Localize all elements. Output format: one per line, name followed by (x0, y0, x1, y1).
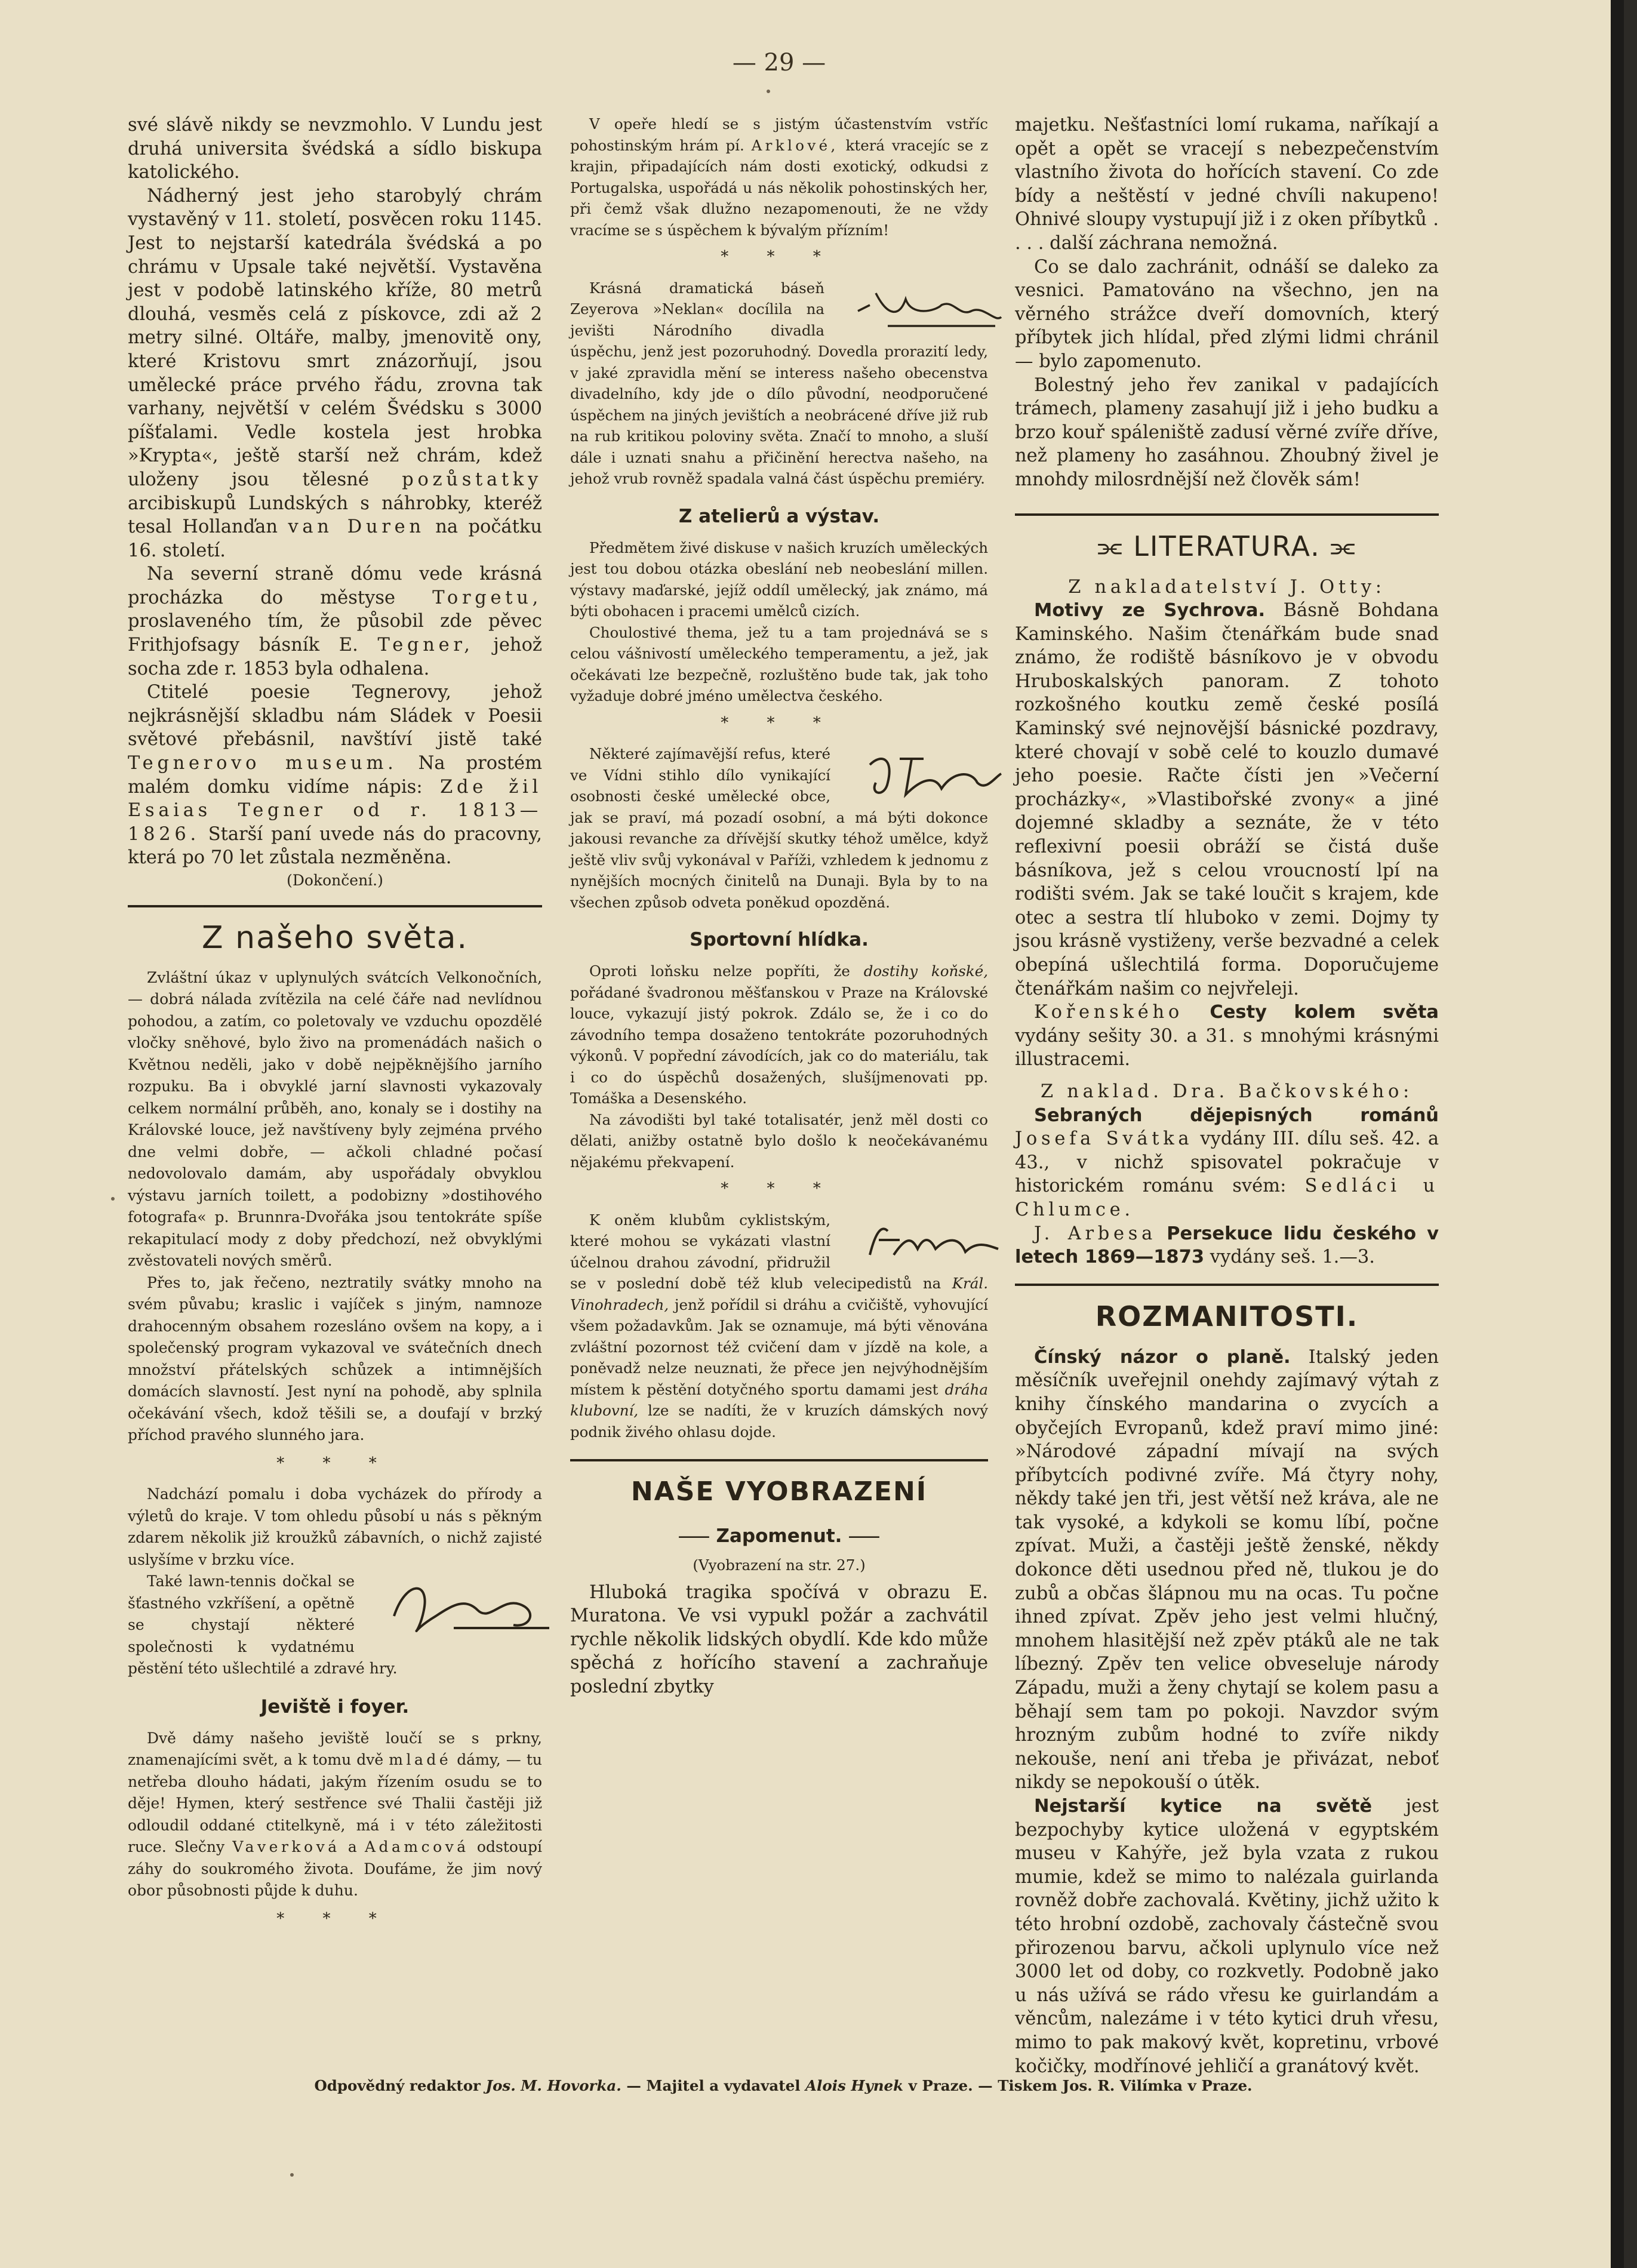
paragraph: K oněm klubům cyklistským, které mohou se vykázati vlastní účelnou drahou závodní, přidružil se v poslední době též klub velecipedistů na Král. Vinohradech, jenž pořídil si dráhu a cvičiště, vyhovující všem požadavkům. Jak se oznamuje, má býti věnována zvláštní pozornost též cvičení dam v jízdě na kole, a poněvadž nelze neuznati, že přece jen nejvýhodnějším místem k pěstění dotyčného sportu damami jest dráha klubovní, lze se nadíti, že v kruzích dámských nový podnik živého ohlasu dojde. (570, 1210, 988, 1443)
paragraph: Oproti loňsku nelze popříti, že dostihy koňské, pořádané švadronou měšťanskou v Praze na Královské louce, vykazují jistý pokrok. Zdálo se, že i co do závodního tempa dosaženo tentokráte pozoruhodných výkonů. V popřední závodících, jak co do materiálu, tak i co do úspěchů dosažených, slušíjmenovati pp. Tomáška a Desenského. (570, 962, 988, 1107)
section-world (128, 967, 542, 1680)
flourish-right-icon: ⫘ (1320, 530, 1356, 562)
section-divider (570, 1459, 988, 1461)
signature-image (363, 1574, 542, 1640)
flourish-right-icon: ⸺ (842, 1525, 880, 1547)
paragraph: Na severní straně dómu vede krásná procházka do městyse Torgetu, proslaveného tím, že působil zde pěvec Frithjofsagy básník E. Tegner, jehož socha zde r. 1853 byla odhalena. (128, 564, 543, 679)
paragraph: Dvě dámy našeho jeviště loučí se s prkny, znamenajícími svět, a k tomu dvě mladé dámy, — tu netřeba dlouho hádati, jakým řízením osudu se to děje! Hymen, který sestřence své Thalii častěji již odloudil oddané ctitelkyně, má i v této záležitosti ruce. Slečny Vaverková a Adamcová odstoupí záhy do soukromého života. Doufáme, že jim nový obor působnosti půjde k duhu. (128, 1729, 542, 1899)
paragraph: Nádherný jest jeho starobylý chrám vystavěný v 11. století, posvěcen roku 1145. Jest to nejstarší katedrála švédská a po chrámu v Upsale také největší. Vystavěna jest v podobě latinského kříže, 80 metrů dlouhá, vesměs celá z pískovce, zdi až 2 metry silné. Oltáře, malby, jmenovitě ony, které Kristovu smrt znázorňují, jsou umělecké práce prvého řádu, zrovna tak varhany, největší v celém Švédsku s 3000 píšťalami. Vedle kostela jest hrobka »Krypta«, ještě starší než chrám, kdež uloženy jsou tělesné pozůstatky arcibiskupů Lundských s náhrobky, kteréž tesal Hollanďan van Duren na počátku 16. století. (128, 185, 543, 561)
section-heading-world: Z našeho světa. (202, 919, 468, 956)
paragraph: Sebraných dějepisných románů Josefa Svátka vydány III. dílu seš. 42. a 43., v nichž spisovatel pokračuje v historickém románu svém: Sedláci u Chlumce. (1015, 1104, 1439, 1220)
paragraph: Kořenského Cesty kolem světa vydány sešity 30. a 31. s mnohými krásnými illustracemi. (1015, 1002, 1439, 1070)
paragraph: Přes to, jak řečeno, neztratily svátky mnoho na svém půvabu; kraslic i vajíček s jiným, namnoze drahocenným obsahem rozesláno ovšem na kopy, a i společenský program vykazoval ve svátečních dnech množství přátelských schůzek a intimnějších domácích slavností. Jest nyní na pohodě, aby splnila očekávání všech, kdož těšili se, a doufají v brzký příchod pravého slunného jara. (128, 1273, 542, 1444)
paragraph: Motivy ze Sychrova. Básně Bohdana Kaminského. Našim čtenářkám bude snad známo, že rodiště básníkovo je v obvodu Hruboskalských panoram. Z tohoto rozkošného koutku země české posílá Kaminský své nejnovější básnické pozdravy, které chovají v sobě celé to kouzlo dumavé jeho poesie. Račte čísti jen »Večerní procházky«, »Vlastibořské zvony« a jiné dojemné skladby a seznáte, že v této reflexivní poesii obráží se čistá duše básníkova, jež s celou vroucností lpí na rodišti svém. Jak se také loučit s krajem, kde otec a sestra tlí hluboko v zemi. Dojmy ty jsou krásně vystiženy, verše bezvadné a celek obepíná ušlechtilá forma. Doporučujeme čtenářkám našim co nejvřeleji. (1015, 600, 1439, 999)
publisher-line: Z naklad. Dra. Bačkovského: (1040, 1081, 1414, 1102)
section-heading-pictures: NAŠE VYOBRAZENÍ (630, 1476, 928, 1507)
paragraph: Předmětem živé diskuse v našich kruzích uměleckých jest tou dobou otázka obeslání neb neobeslání millen. výstavy maďarské, jejíž oddíl umělecký, jak známo, má býti obohacen i pracemi umělců cizích. (570, 538, 988, 620)
section-divider (1015, 1284, 1439, 1286)
page-number: — 29 — (732, 49, 826, 76)
separator-stars: * * * (721, 713, 838, 732)
continued-note: (Dokončení.) (287, 872, 383, 889)
paragraph: Čínský názor o planě. Italský jeden měsíčník uveřejnil onehdy zajímavý výtah z knihy čínského mandarina o zvycích a obyčejích Evropanů, kdež praví mimo jiné: »Národové západní mívají na svých příbytcích podivné zvíře. Má čtyry nohy, někdy také jen tři, jest větší než kráva, ale ne tak vysoké, a kdykoli se komu líbí, počne zpívat. Muži, a častěji ještě ženské, někdy dokonce děti usednou před ně, tlukou je do zubů a občas šlápnou mu na ocas. Tu počne ihned zpívat. Zpěv jeho jest velmi hlučný, mnohem hlasitější než zpěv ptáků ale ne tak líbezný. Zpěv ten velice obveseluje národy Západu, muži a ženy chytají se kolem pasu a běhají sem tam po pokoji. Navzdor svým hrozným zubům hodné to zvíře nikdy nekouše, není ani třeba je přivázat, neboť nikdy se nepokouší o útěk. (1015, 1346, 1439, 1793)
separator-stars: * * * (721, 248, 838, 266)
separator-stars: * * * (276, 1454, 393, 1472)
ink-speck (767, 90, 770, 93)
section-divider (1015, 513, 1439, 516)
section-stage (128, 1728, 542, 1930)
ink-speck (290, 2173, 294, 2177)
paragraph: Také lawn-tennis dočkal se šťastného vzkříšení, a opětně se chystají některé společnosti k vydatnému pěstění této ušlechtilé a zdravé hry. (128, 1571, 542, 1680)
paragraph: Některé zajímavější refus, které ve Vídni stihlo dílo vynikající osobnosti české umělecké obce, jak se praví, má pozadí osobní, a má býti dokonce jakousi revanche za dřívější skutky téhož umělce, když ještě vliv svůj vykonával v Paříži, vzhledem k jednomu z nynějších mocných činitelů na Dunaji. Byla by to na všechen způsob odveta poněkud opozděná. (570, 743, 988, 913)
column-right (1015, 113, 1439, 2078)
separator-stars: * * * (276, 1909, 393, 1928)
section-divider (128, 905, 542, 907)
paragraph: Hluboká tragika spočívá v obrazu E. Muratona. Ve vsi vypukl požár a zachvátil rychle několik lidských obydlí. Kde kdo může spěchá z hořícího stavení a zachraňuje poslední zbytky (570, 1581, 988, 1697)
paragraph: V opeře hledí se s jistým účastenstvím vstříc pohostinským hrám pí. Arklové, která vracejíc se z krajin, připadajících nám dosti exotický, odkudsi z Portugalska, uspořádá u nás několik pohostinských her, při čemž však dlužno nezapomenouti, že ne vždy vracíme se s úspěchem k bývalým přízním! (570, 115, 988, 239)
flourish-left-icon: ⸺ (678, 1525, 716, 1547)
picture-reference: (Vyobrazení na str. 27.) (693, 1556, 866, 1574)
page-edge-shadow (1611, 0, 1624, 2268)
paragraph: Choulostivé thema, jež tu a tam projednává se s celou vášnivostí uměleckého temperamentu, a jež, jak očekávati lze bezpečně, rozluštěno bude tak, jak toho vyžaduje dobré jméno umělectva českého. (570, 623, 988, 704)
paragraph: své slávě nikdy se nevzmohlo. V Lundu jest druhá universita švédská a sídlo biskupa katolického. (128, 115, 542, 183)
ink-speck (111, 1197, 115, 1201)
section-subheading-forgotten: ⸺ Zapomenut. ⸺ (678, 1525, 880, 1547)
flourish-left-icon: ⫘ (1097, 530, 1134, 562)
section-heading-stage: Jeviště i foyer. (260, 1695, 410, 1718)
paragraph: majetku. Nešťastníci lomí rukama, naříkají a opět a opět se vracejí s nebezpečenstvím vlastního života do hořících stavení. Co zde bídy a neštěstí v jedné chvíli nakupeno! Ohnivé sloupy vystupují již i z oken příbytků . . . . další záchrana nemožná. (1015, 115, 1439, 254)
separator-stars: * * * (721, 1180, 838, 1198)
paragraph: J. Arbesa Persekuce lidu českého v letech 1869—1873 vydány seš. 1.—3. (1015, 1223, 1439, 1268)
section-heading-miscellany: ROZMANITOSTI. (1095, 1300, 1359, 1333)
signature-image (839, 747, 988, 807)
publisher-line: Z nakladatelství J. Otty: (1068, 576, 1386, 598)
paragraph: Nadchází pomalu i doba vycházek do přírody a výletů do kraje. V tom ohledu působí u nás s pěkným zdarem několik již kroužků zábavních, o nichž zajisté uslyšíme v brzku více. (128, 1485, 542, 1568)
signature-image (839, 1213, 988, 1273)
paragraph: Bolestný jeho řev zanikal v padajících trámech, plameny zasahují již i jeho budku a brzo kouř spáleniště zadusí věrné zvíře dříve, než plameny ho zasáhnou. Zhoubný živel je mnohdy milosrdnější než člověk sám! (1015, 374, 1439, 490)
paragraph: Ctitelé poesie Tegnerovy, jehož nejkrásnější skladbu nám Sládek v Poesii světové přebásnil, navštíví jistě také Tegnerovo museum. Na prostém malém domku vidíme nápis: Zde žil Esaias Tegner od r. 1813—1826. Starší paní uvede nás do pracovny, která po 70 let zůstala nezměněna. (128, 682, 543, 869)
paragraph: Zvláštní úkaz v uplynulých svátcích Velkonočních, — dobrá nálada zvítězila na celé čáře nad nevlídnou pohodou, a zatím, co poletovaly ve vzduchu opozdělé vločky sněhové, bylo živo na promenádách našich o Květnou neděli, jako v době nejpěknějšího jarního rozpuku. Ba i obvyklé jarní slavnosti vykazovaly celkem normální průběh, ano, konaly se i dostihy na Královské louce, jež navštíveny byly zejména prvého dne velmi dobře, — ačkoli chladné počasí nedovolovalo damám, aby uspořádaly obvyklou výstavu jarních toilett, a podobizny »dostihového fotografa« p. Brunnra-Dvořáka jsou tentokráte spíše rekapitulací mody z doby předchozí, než obvyklými zvěstovateli nových směrů. (128, 968, 542, 1269)
paragraph: Na závodišti byl také totalisatér, jenž měl dosti co dělati, anižby ostatně bylo došlo k neočekávanému nějakému překvapení. (570, 1110, 988, 1171)
section-heading-literature: ⫘ LITERATURA. ⫘ (1097, 530, 1356, 562)
paragraph: Co se dalo zachránit, odnáší se daleko za vesnici. Pamatováno na všechno, jen na věrného strážce dveří domovních, který příbytek jich hlídal, před zlými lidmi chránil — bylo zapomenuto. (1015, 256, 1439, 372)
imprint-footer: Odpovědný redaktor Jos. M. Hovorka. — Majitel a vydavatel Alois Hynek v Praze. — Tiskem Jos. R. Vilímka v Praze. (314, 2077, 1253, 2094)
column-middle (570, 113, 988, 1698)
paragraph: Nejstarší kytice na světě jest bezpochyby kytice uložená v egyptském museu v Kahýře, jež byla vzata z rukou mumie, kdež se mimo to nalézala guirlanda rovněž dobře zachovalá. Květiny, jichž užito k této hrobní ozdobě, zachovaly částečně svou přirozenou barvu, ačkoli uplynulo více než 3000 let od doby, co rozkvetly. Podobně jako u nás užívá se rádo vřesu ke guirlandám a věncům, nalezáme i v této kytici druh vřesu, mimo to pak makový květ, kopretinu, vrbové kočičky, modřínové jehličí a granátový květ. (1015, 1796, 1439, 2077)
paragraph: Krásná dramatická báseň Zeyerova »Neklan« docílila na jevišti Národního divadla úspěchu, jenž jest pozoruhodný. Dovedla prorazití ledy, v jaké zpravidla mění se interess našeho obecenstva divadelního, kdy jde o dílo původní, neodporučené úspěchem na jiných jevištích a neobrácené dříve již rub na rub kritikou poloviny světa. Značí to mnoho, a sluší dále i uznati snahu a přičinění herectva našeho, na jehož vrub rovněž spadala valná část úspěchu premiéry. (570, 278, 988, 490)
section-heading-sport: Sportovní hlídka. (690, 929, 869, 950)
section-heading-studios: Z atelierů a výstav. (678, 505, 880, 527)
signature-image (833, 281, 988, 335)
column-left (128, 113, 542, 1939)
